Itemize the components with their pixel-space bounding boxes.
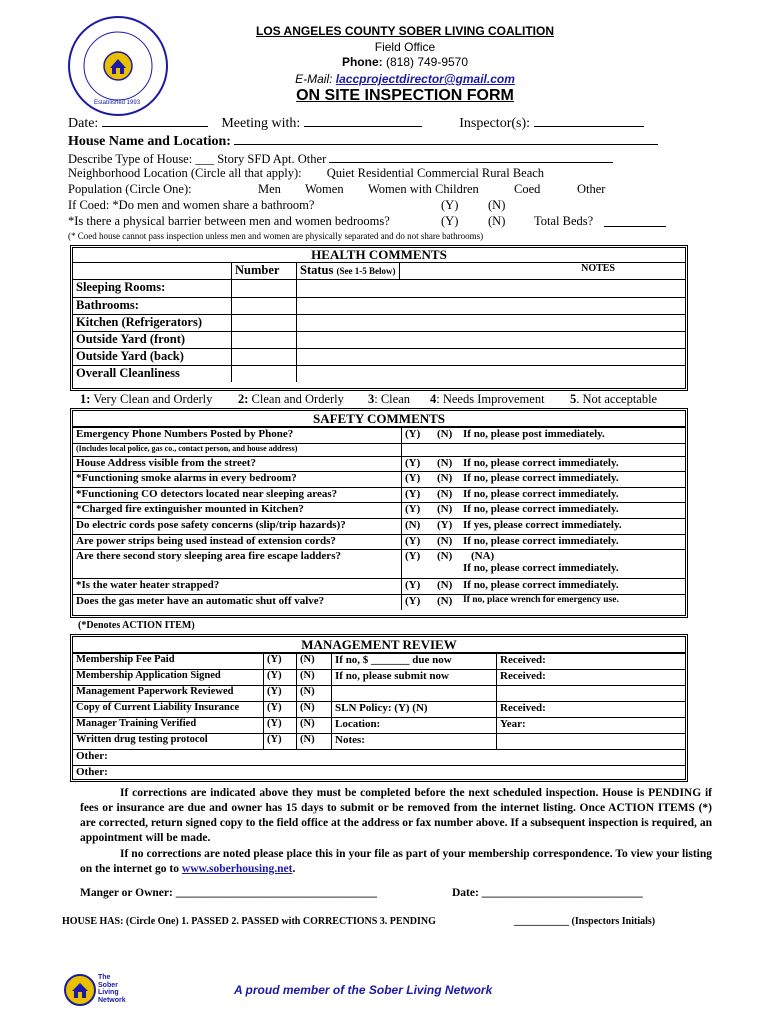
mgmt-detail[interactable]: Notes: — [332, 734, 497, 750]
scale-3: 3: Clean — [368, 392, 411, 406]
mgmt-yes[interactable]: (Y) — [264, 686, 297, 702]
safety-answer-b[interactable]: (Y) — [434, 518, 460, 534]
safety-answer-b[interactable]: (N) — [434, 594, 460, 610]
health-status-cell[interactable] — [297, 279, 686, 297]
mgmt-detail[interactable]: If no, $ _______ due now — [332, 654, 497, 670]
pop-other[interactable]: Other — [577, 182, 606, 196]
mgmt-item: Management Paperwork Reviewed — [73, 686, 264, 702]
coed-row — [68, 198, 688, 213]
scale-5: 5. Not acceptable — [570, 392, 658, 406]
safety-instruction: If no, please correct immediately. — [460, 487, 685, 503]
mgmt-received[interactable]: Year: — [497, 718, 686, 734]
signature-date[interactable]: Date: ____________________________ — [452, 887, 643, 899]
coed-note: (* Coed house cannot pass inspection unless men and women are physically separated and do not share bathrooms) — [68, 231, 484, 241]
safety-instruction: If no, please post immediately. — [460, 428, 685, 444]
safety-instruction: If no, please correct immediately. — [460, 456, 685, 472]
safety-answer-a[interactable]: (Y) — [402, 534, 435, 550]
mgmt-no[interactable]: (N) — [297, 702, 332, 718]
health-status-cell[interactable] — [297, 365, 686, 382]
safety-answer-b[interactable]: (N) — [434, 550, 460, 579]
safety-subnote: (Includes local police, gas co., contact person, and house address) — [73, 443, 402, 456]
neighborhood-options[interactable]: Quiet Residential Commercial Rural Beach — [326, 166, 545, 180]
safety-question: Emergency Phone Numbers Posted by Phone? — [73, 428, 402, 444]
safety-instruction: If yes, please correct immediately. — [460, 518, 685, 534]
phone-number: (818) 749-9570 — [385, 55, 469, 69]
safety-answer-b[interactable]: (N) — [434, 428, 460, 444]
phone-line — [180, 55, 630, 69]
safety-instruction: If no, place wrench for emergency use. — [460, 594, 685, 610]
management-box — [70, 634, 688, 782]
safety-answer-b[interactable]: (N) — [434, 579, 460, 595]
type-row — [68, 150, 613, 167]
inspector-field[interactable] — [534, 114, 644, 127]
action-note: (*Denotes ACTION ITEM) — [78, 620, 195, 631]
house-row — [68, 132, 658, 150]
health-number-cell[interactable] — [232, 297, 297, 314]
safety-answer-a[interactable]: (Y) — [402, 428, 435, 444]
mgmt-item: Membership Fee Paid — [73, 654, 264, 670]
safety-instruction: If no, please correct immediately. — [460, 503, 685, 519]
meeting-field[interactable] — [304, 114, 422, 127]
safety-answer-b[interactable]: (N) — [434, 534, 460, 550]
health-row-label: Kitchen (Refrigerators) — [73, 314, 232, 331]
management-table — [73, 653, 685, 782]
mgmt-detail[interactable]: If no, please submit now — [332, 670, 497, 686]
health-row-label: Sleeping Rooms: — [73, 279, 232, 297]
coed-no[interactable]: (N) — [488, 198, 506, 212]
safety-answer-a[interactable]: (Y) — [402, 487, 435, 503]
mgmt-yes[interactable]: (Y) — [264, 654, 297, 670]
pop-men[interactable]: Men — [258, 182, 281, 196]
safety-question: Are power strips being used instead of extension cords? — [73, 534, 402, 550]
barrier-row — [68, 214, 688, 229]
safety-instruction: If no, please correct immediately. — [460, 534, 685, 550]
total-beds-label: Total Beds? — [534, 214, 594, 228]
safety-question: *Is the water heater strapped? — [73, 579, 402, 595]
health-status-cell[interactable] — [297, 331, 686, 348]
mgmt-item: Manager Training Verified — [73, 718, 264, 734]
email-line — [180, 72, 630, 86]
population-row — [68, 182, 688, 197]
house-field[interactable] — [234, 132, 658, 145]
mgmt-received[interactable]: Received: — [497, 702, 686, 718]
health-row-label: Outside Yard (front) — [73, 331, 232, 348]
mgmt-other[interactable]: Other: — [73, 766, 685, 782]
col-notes: NOTES — [400, 263, 686, 279]
barrier-question: *Is there a physical barrier between men and women bedrooms? — [68, 214, 390, 228]
safety-answer-a[interactable]: (Y) — [402, 594, 435, 610]
mgmt-item: Membership Application Signed — [73, 670, 264, 686]
safety-instruction: If no, please correct immediately. — [460, 579, 685, 595]
safety-question: Are there second story sleeping area fire escape ladders? — [73, 550, 402, 579]
safety-question: *Charged fire extinguisher mounted in Kitchen? — [73, 503, 402, 519]
health-number-cell[interactable] — [232, 279, 297, 297]
mgmt-yes[interactable]: (Y) — [264, 702, 297, 718]
soberhousing-link[interactable]: www.soberhousing.net — [181, 863, 293, 875]
type-other-field[interactable] — [329, 150, 613, 163]
mgmt-detail[interactable] — [332, 686, 497, 702]
health-row-label: Overall Cleanliness — [73, 365, 232, 382]
safety-question: *Functioning smoke alarms in every bedroom? — [73, 472, 402, 488]
health-row-label: Outside Yard (back) — [73, 348, 232, 365]
safety-instruction: (NA) If no, please correct immediately. — [460, 550, 685, 579]
safety-box — [70, 408, 688, 618]
mgmt-item: Copy of Current Liability Insurance — [73, 702, 264, 718]
type-label: Describe Type of House: ___ Story SFD Apt. Other — [68, 152, 327, 166]
health-status-cell[interactable] — [297, 348, 686, 365]
mgmt-no[interactable]: (N) — [297, 654, 332, 670]
health-number-cell[interactable] — [232, 348, 297, 365]
pop-women[interactable]: Women — [305, 182, 344, 196]
health-number-cell[interactable] — [232, 314, 297, 331]
mgmt-detail[interactable]: SLN Policy: (Y) (N) — [332, 702, 497, 718]
health-status-cell[interactable] — [297, 297, 686, 314]
meeting-label: Meeting with: — [221, 116, 301, 131]
date-row — [68, 114, 644, 132]
mgmt-yes[interactable]: (Y) — [264, 718, 297, 734]
scale-2: 2: Clean and Orderly — [238, 392, 344, 406]
health-number-cell[interactable] — [232, 365, 297, 382]
org-name: LOS ANGELES COUNTY SOBER LIVING COALITION — [255, 24, 555, 38]
safety-question: Do electric cords pose safety concerns (slip/trip hazards)? — [73, 518, 402, 534]
mgmt-item: Written drug testing protocol — [73, 734, 264, 750]
col-number: Number — [232, 263, 297, 279]
health-table — [73, 263, 685, 382]
corrections-text: If corrections are indicated above they must be completed before the next scheduled inspection. House is PENDING if fees or insurance are due and owner has 15 days to submit or be removed from the internet listing. Once ACTION ITEMS (*) are corrected, return signed copy to the field office at the address or fax number above. If a subsequent inspection is required, an appointment will be made. — [80, 787, 712, 844]
tagline: A proud member of the Sober Living Network — [234, 983, 493, 997]
health-status-cell[interactable] — [297, 314, 686, 331]
mgmt-yes[interactable]: (Y) — [264, 734, 297, 750]
management-title: MANAGEMENT REVIEW — [73, 637, 685, 653]
col-status — [297, 263, 400, 279]
seal-text-bottom: Established 1993 — [94, 100, 141, 106]
phone-label: Phone: — [341, 55, 383, 69]
mgmt-yes[interactable]: (Y) — [264, 670, 297, 686]
col-status-label: Status — [300, 263, 334, 277]
total-beds-field[interactable] — [604, 214, 666, 227]
corrections-paragraph — [80, 786, 712, 877]
col-status-note: (See 1-5 Below) — [336, 266, 396, 276]
scale-4: 4: Needs Improvement — [430, 392, 545, 406]
manager-signature[interactable]: Manger or Owner: ___________________________________ — [80, 887, 377, 899]
coalition-seal — [66, 14, 170, 118]
safety-answer-a[interactable]: (N) — [402, 518, 435, 534]
logo-text: The Sober Living Network — [98, 974, 126, 1004]
safety-answer-b[interactable]: (N) — [434, 472, 460, 488]
listing-instructions: If no corrections are noted please place this in your file as part of your membership correspondence. To view your listing on the internet go to — [80, 848, 712, 875]
health-title: HEALTH COMMENTS — [73, 248, 685, 263]
mgmt-no[interactable]: (N) — [297, 686, 332, 702]
barrier-yes[interactable]: (Y) — [441, 214, 459, 228]
safety-answer-a[interactable]: (Y) — [402, 579, 435, 595]
inspector-label: Inspector(s): — [459, 116, 531, 131]
field-office: Field Office — [374, 40, 436, 54]
safety-title: SAFETY COMMENTS — [73, 411, 685, 427]
health-box — [70, 245, 688, 391]
mgmt-received[interactable]: Received: — [497, 670, 686, 686]
safety-question: *Functioning CO detectors located near sleeping areas? — [73, 487, 402, 503]
date-field[interactable] — [102, 114, 208, 127]
safety-answer-b[interactable]: (N) — [434, 487, 460, 503]
listing-text: If no corrections are noted please place this in your file as part of your membership correspondence. To view your listing on the internet go to www.soberhousing.net. — [80, 848, 712, 875]
barrier-no[interactable]: (N) — [488, 214, 506, 228]
mgmt-other[interactable]: Other: — [73, 750, 685, 766]
coed-question: If Coed: *Do men and women share a bathroom? — [68, 198, 315, 212]
house-result[interactable]: HOUSE HAS: (Circle One) 1. PASSED 2. PASSED with CORRECTIONS 3. PENDING — [62, 916, 436, 927]
mgmt-no[interactable]: (N) — [297, 670, 332, 686]
mgmt-received[interactable]: Received: — [497, 654, 686, 670]
safety-table — [73, 427, 685, 610]
inspector-initials[interactable]: ___________ (Inspectors Initials) — [514, 916, 656, 927]
health-number-cell[interactable] — [232, 331, 297, 348]
scale-1: 1: Very Clean and Orderly — [80, 392, 213, 406]
neighborhood-label: Neighborhood Location (Circle all that apply): — [68, 166, 302, 180]
mgmt-received[interactable] — [497, 686, 686, 702]
population-label: Population (Circle One): — [68, 182, 192, 196]
coed-yes[interactable]: (Y) — [441, 198, 459, 212]
pop-women-children[interactable]: Women with Children — [368, 182, 479, 196]
date-label: Date: — [68, 116, 99, 131]
mgmt-detail[interactable]: Location: — [332, 718, 497, 734]
email-link[interactable]: laccprojectdirector@gmail.com — [335, 72, 515, 86]
email-label: E-Mail: — [295, 72, 333, 86]
sober-living-network-logo — [64, 972, 134, 1008]
safety-answer-a[interactable]: (Y) — [402, 472, 435, 488]
form-title: ON SITE INSPECTION FORM — [296, 87, 514, 104]
safety-answer-b[interactable]: (N) — [434, 456, 460, 472]
safety-question: Does the gas meter have an automatic shut off valve? — [73, 594, 402, 610]
mgmt-received[interactable] — [497, 734, 686, 750]
safety-question: House Address visible from the street? — [73, 456, 402, 472]
neighborhood-row — [68, 166, 544, 181]
safety-instruction: If no, please correct immediately. — [460, 472, 685, 488]
safety-answer-a[interactable]: (Y) — [402, 456, 435, 472]
health-row-label: Bathrooms: — [73, 297, 232, 314]
safety-answer-b[interactable]: (N) — [434, 503, 460, 519]
safety-answer-a[interactable]: (Y) — [402, 550, 435, 579]
pop-coed[interactable]: Coed — [514, 182, 541, 196]
mgmt-no[interactable]: (N) — [297, 718, 332, 734]
house-label: House Name and Location: — [68, 134, 231, 149]
mgmt-no[interactable]: (N) — [297, 734, 332, 750]
safety-answer-a[interactable]: (Y) — [402, 503, 435, 519]
